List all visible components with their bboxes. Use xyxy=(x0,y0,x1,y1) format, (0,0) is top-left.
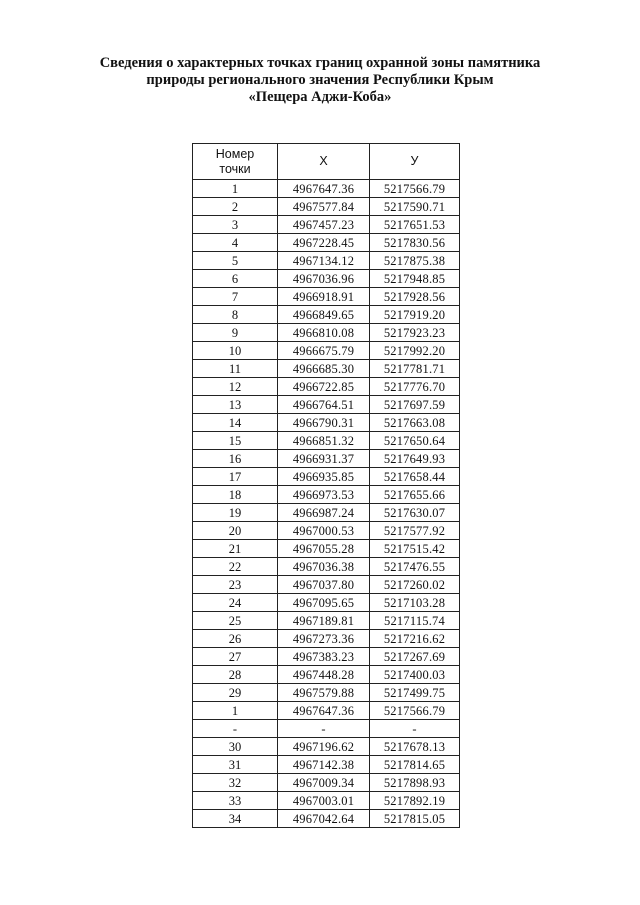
y-coordinate-cell: 5217577.92 xyxy=(370,522,460,540)
y-coordinate-cell: 5217499.75 xyxy=(370,684,460,702)
y-coordinate-cell: 5217815.05 xyxy=(370,810,460,828)
table-row xyxy=(193,324,460,342)
x-coordinate-cell: 4967142.38 xyxy=(278,756,370,774)
x-coordinate-cell: 4966935.85 xyxy=(278,468,370,486)
point-number-cell: 31 xyxy=(193,756,278,774)
table-row xyxy=(193,540,460,558)
x-coordinate-cell: 4967009.34 xyxy=(278,774,370,792)
point-number-cell: 34 xyxy=(193,810,278,828)
y-coordinate-cell: 5217697.59 xyxy=(370,396,460,414)
point-number-cell: 2 xyxy=(193,198,278,216)
x-coordinate-cell: 4967000.53 xyxy=(278,522,370,540)
table-row xyxy=(193,432,460,450)
x-coordinate-cell: 4967457.23 xyxy=(278,216,370,234)
y-coordinate-cell: 5217663.08 xyxy=(370,414,460,432)
point-number-cell: 13 xyxy=(193,396,278,414)
x-coordinate-cell: 4966764.51 xyxy=(278,396,370,414)
x-coordinate-cell: 4967095.65 xyxy=(278,594,370,612)
y-coordinate-cell: 5217658.44 xyxy=(370,468,460,486)
x-coordinate-cell: 4967383.23 xyxy=(278,648,370,666)
point-number-cell: 16 xyxy=(193,450,278,468)
x-coordinate-cell: 4966931.37 xyxy=(278,450,370,468)
x-coordinate-cell: 4967579.88 xyxy=(278,684,370,702)
table-row xyxy=(193,450,460,468)
x-coordinate-cell: 4967577.84 xyxy=(278,198,370,216)
x-coordinate-cell: 4967055.28 xyxy=(278,540,370,558)
y-coordinate-cell: 5217566.79 xyxy=(370,180,460,198)
header-y: У xyxy=(370,144,460,180)
table-row xyxy=(193,252,460,270)
table-row xyxy=(193,630,460,648)
point-number-cell: 22 xyxy=(193,558,278,576)
table-row xyxy=(193,414,460,432)
table-row xyxy=(193,774,460,792)
y-coordinate-cell: 5217590.71 xyxy=(370,198,460,216)
point-number-cell: 14 xyxy=(193,414,278,432)
point-number-cell: 33 xyxy=(193,792,278,810)
header-x: Х xyxy=(278,144,370,180)
y-coordinate-cell: 5217655.66 xyxy=(370,486,460,504)
table-row xyxy=(193,558,460,576)
x-coordinate-cell: 4967134.12 xyxy=(278,252,370,270)
y-coordinate-cell: 5217992.20 xyxy=(370,342,460,360)
table-row xyxy=(193,810,460,828)
table-row xyxy=(193,666,460,684)
point-number-cell: 20 xyxy=(193,522,278,540)
table-row xyxy=(193,702,460,720)
table-row xyxy=(193,288,460,306)
x-coordinate-cell: 4966851.32 xyxy=(278,432,370,450)
coordinates-table xyxy=(192,143,460,828)
point-number-cell: 26 xyxy=(193,630,278,648)
x-coordinate-cell: 4966790.31 xyxy=(278,414,370,432)
table-row xyxy=(193,612,460,630)
y-coordinate-cell: 5217781.71 xyxy=(370,360,460,378)
y-coordinate-cell: 5217651.53 xyxy=(370,216,460,234)
table-row xyxy=(193,756,460,774)
table-row xyxy=(193,306,460,324)
y-coordinate-cell: 5217566.79 xyxy=(370,702,460,720)
x-coordinate-cell: 4967036.38 xyxy=(278,558,370,576)
y-coordinate-cell: 5217115.74 xyxy=(370,612,460,630)
x-coordinate-cell: 4967189.81 xyxy=(278,612,370,630)
x-coordinate-cell: 4967042.64 xyxy=(278,810,370,828)
table-row xyxy=(193,522,460,540)
x-coordinate-cell: 4967448.28 xyxy=(278,666,370,684)
table-row xyxy=(193,180,460,198)
x-coordinate-cell: 4966675.79 xyxy=(278,342,370,360)
x-coordinate-cell: - xyxy=(278,720,370,738)
x-coordinate-cell: 4967036.96 xyxy=(278,270,370,288)
y-coordinate-cell: 5217649.93 xyxy=(370,450,460,468)
point-number-cell: 30 xyxy=(193,738,278,756)
point-number-cell: 28 xyxy=(193,666,278,684)
table-row xyxy=(193,648,460,666)
point-number-cell: 15 xyxy=(193,432,278,450)
point-number-cell: 8 xyxy=(193,306,278,324)
x-coordinate-cell: 4967647.36 xyxy=(278,180,370,198)
table-row xyxy=(193,198,460,216)
y-coordinate-cell: 5217650.64 xyxy=(370,432,460,450)
table-row xyxy=(193,234,460,252)
point-number-cell: 19 xyxy=(193,504,278,522)
x-coordinate-cell: 4967273.36 xyxy=(278,630,370,648)
table-row xyxy=(193,360,460,378)
table-row xyxy=(193,342,460,360)
table-row xyxy=(193,738,460,756)
x-coordinate-cell: 4966987.24 xyxy=(278,504,370,522)
x-coordinate-cell: 4967003.01 xyxy=(278,792,370,810)
y-coordinate-cell: 5217678.13 xyxy=(370,738,460,756)
point-number-cell: 27 xyxy=(193,648,278,666)
y-coordinate-cell: 5217898.93 xyxy=(370,774,460,792)
header-point-number xyxy=(193,144,278,180)
title-line-1: Сведения о характерных точках границ охранной зоны памятника xyxy=(99,55,541,71)
x-coordinate-cell: 4966810.08 xyxy=(278,324,370,342)
point-number-cell: 11 xyxy=(193,360,278,378)
point-number-cell: 6 xyxy=(193,270,278,288)
point-number-cell: 25 xyxy=(193,612,278,630)
table-row xyxy=(193,378,460,396)
point-number-cell: 24 xyxy=(193,594,278,612)
x-coordinate-cell: 4967037.80 xyxy=(278,576,370,594)
title-line-3: «Пещера Аджи-Коба» xyxy=(248,89,392,105)
y-coordinate-cell: 5217948.85 xyxy=(370,270,460,288)
point-number-cell: 5 xyxy=(193,252,278,270)
y-coordinate-cell: 5217814.65 xyxy=(370,756,460,774)
table-row xyxy=(193,270,460,288)
y-coordinate-cell: 5217400.03 xyxy=(370,666,460,684)
y-coordinate-cell: 5217830.56 xyxy=(370,234,460,252)
table-row xyxy=(193,684,460,702)
x-coordinate-cell: 4967647.36 xyxy=(278,702,370,720)
point-number-cell: 3 xyxy=(193,216,278,234)
y-coordinate-cell: 5217776.70 xyxy=(370,378,460,396)
table-row xyxy=(193,720,460,738)
table-row xyxy=(193,594,460,612)
point-number-cell: 1 xyxy=(193,180,278,198)
point-number-cell: 1 xyxy=(193,702,278,720)
table-row xyxy=(193,792,460,810)
point-number-cell: 9 xyxy=(193,324,278,342)
point-number-cell: 23 xyxy=(193,576,278,594)
y-coordinate-cell: 5217875.38 xyxy=(370,252,460,270)
header-row xyxy=(193,144,460,180)
point-number-cell: 21 xyxy=(193,540,278,558)
point-number-cell: 10 xyxy=(193,342,278,360)
y-coordinate-cell: 5217892.19 xyxy=(370,792,460,810)
y-coordinate-cell: - xyxy=(370,720,460,738)
x-coordinate-cell: 4966849.65 xyxy=(278,306,370,324)
x-coordinate-cell: 4966973.53 xyxy=(278,486,370,504)
y-coordinate-cell: 5217928.56 xyxy=(370,288,460,306)
header-point-line-2: точки xyxy=(219,161,251,176)
y-coordinate-cell: 5217919.20 xyxy=(370,306,460,324)
x-coordinate-cell: 4967228.45 xyxy=(278,234,370,252)
table-row xyxy=(193,216,460,234)
table-row xyxy=(193,396,460,414)
point-number-cell: 17 xyxy=(193,468,278,486)
table-row xyxy=(193,504,460,522)
point-number-cell: 32 xyxy=(193,774,278,792)
y-coordinate-cell: 5217923.23 xyxy=(370,324,460,342)
x-coordinate-cell: 4966685.30 xyxy=(278,360,370,378)
header-point-line-1: Номер xyxy=(215,146,255,161)
point-number-cell: - xyxy=(193,720,278,738)
document-title xyxy=(0,55,640,106)
title-line-2: природы регионального значения Республики Крым xyxy=(146,72,494,88)
x-coordinate-cell: 4966918.91 xyxy=(278,288,370,306)
x-coordinate-cell: 4966722.85 xyxy=(278,378,370,396)
point-number-cell: 29 xyxy=(193,684,278,702)
y-coordinate-cell: 5217476.55 xyxy=(370,558,460,576)
table-header xyxy=(193,144,460,180)
table-row xyxy=(193,576,460,594)
table-body xyxy=(193,180,460,828)
table-row xyxy=(193,486,460,504)
y-coordinate-cell: 5217260.02 xyxy=(370,576,460,594)
y-coordinate-cell: 5217630.07 xyxy=(370,504,460,522)
y-coordinate-cell: 5217267.69 xyxy=(370,648,460,666)
point-number-cell: 12 xyxy=(193,378,278,396)
point-number-cell: 7 xyxy=(193,288,278,306)
y-coordinate-cell: 5217216.62 xyxy=(370,630,460,648)
y-coordinate-cell: 5217103.28 xyxy=(370,594,460,612)
point-number-cell: 18 xyxy=(193,486,278,504)
point-number-cell: 4 xyxy=(193,234,278,252)
x-coordinate-cell: 4967196.62 xyxy=(278,738,370,756)
y-coordinate-cell: 5217515.42 xyxy=(370,540,460,558)
table-row xyxy=(193,468,460,486)
